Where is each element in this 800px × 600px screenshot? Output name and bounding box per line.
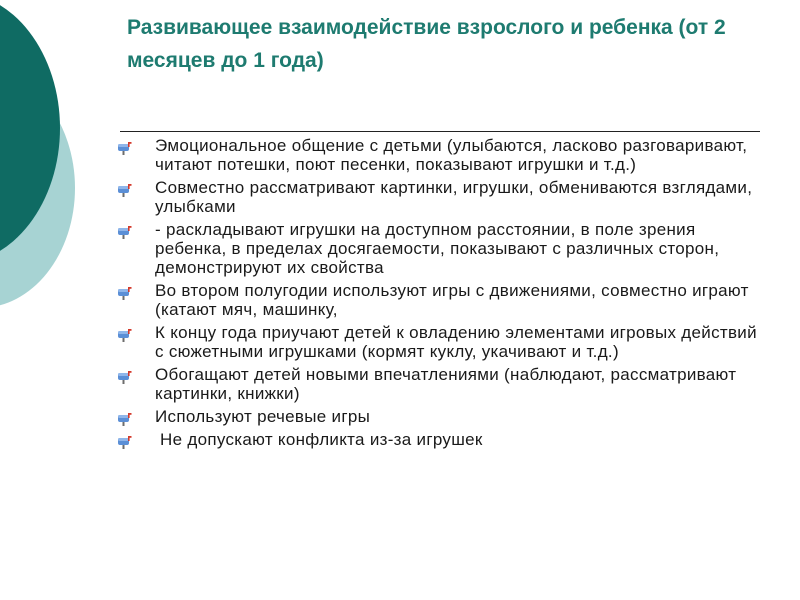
bullet-text: К концу года приучают детей к овладению элементами игровых действий с сюжетными игрушками (кормят куклу, укачивают и т.д.)	[155, 323, 762, 361]
list-item	[116, 407, 766, 426]
list-item	[116, 178, 766, 216]
mailbox-icon	[116, 370, 132, 384]
list-item	[116, 136, 766, 174]
bullet-text: Во втором полугодии используют игры с движениями, совместно играют (катают мяч, машинку,	[155, 281, 754, 319]
list-item	[116, 323, 766, 361]
list-item	[116, 365, 766, 403]
bullet-text: Эмоциональное общение с детьми (улыбаются, ласково разговаривают, читают потешки, поют песенки, показывают игрушки и т.д.)	[155, 136, 753, 174]
bullet-text: - раскладывают игрушки на доступном расстоянии, в поле зрения ребенка, в пределах досягаемости, показывают с различных сторон, демонстрируют их свойства	[155, 220, 725, 277]
slide-title: Развивающее взаимодействие взрослого и ребенка (от 2 месяцев до 1 года)	[127, 16, 726, 72]
mailbox-icon	[116, 141, 132, 155]
bullet-text: Не допускают конфликта из-за игрушек	[155, 430, 483, 449]
mailbox-icon	[116, 412, 132, 426]
list-item	[116, 281, 766, 319]
mailbox-icon	[116, 225, 132, 239]
bullet-text: Используют речевые игры	[155, 407, 371, 426]
mailbox-icon	[116, 286, 132, 300]
bullet-text: Совместно рассматривают картинки, игрушки, обмениваются взглядами, улыбками	[155, 178, 758, 216]
title-divider	[120, 131, 760, 132]
mailbox-icon	[116, 435, 132, 449]
bullet-text: Обогащают детей новыми впечатлениями (наблюдают, рассматривают картинки, книжки)	[155, 365, 742, 403]
list-item	[116, 430, 766, 449]
list-item	[116, 220, 766, 277]
bullet-list	[116, 136, 766, 453]
mailbox-icon	[116, 183, 132, 197]
mailbox-icon	[116, 328, 132, 342]
